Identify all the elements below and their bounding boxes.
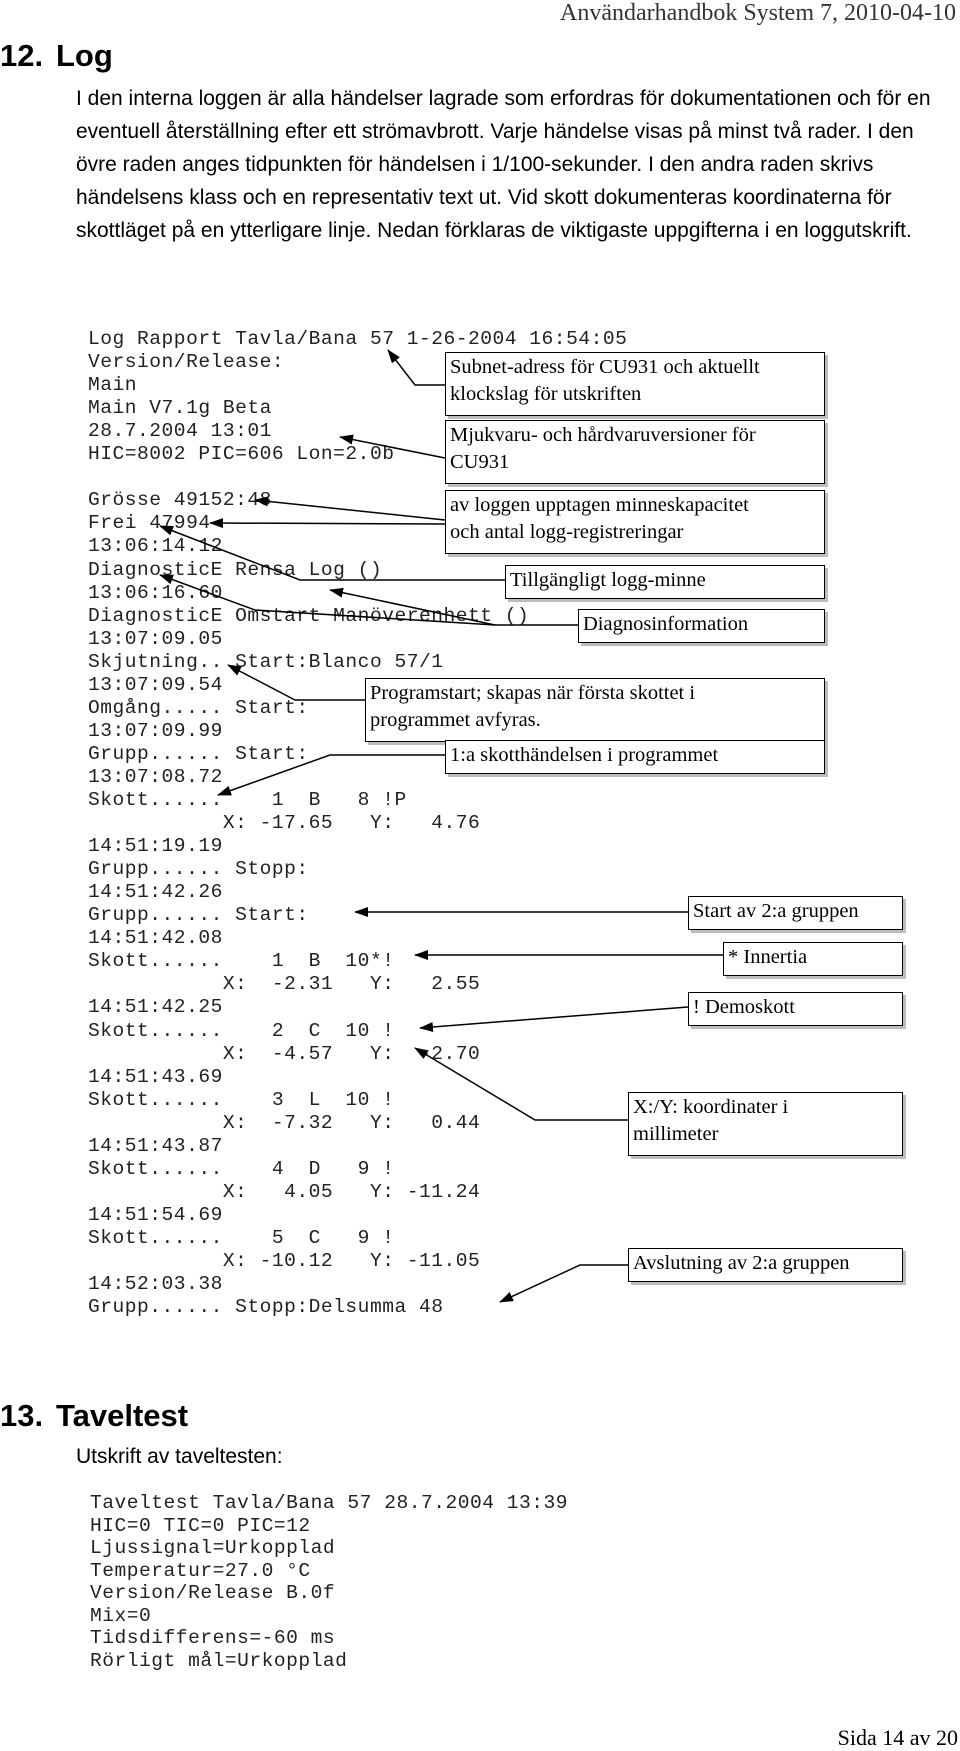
- arrow-program-start: [228, 665, 365, 700]
- page-number: Sida 14 av 20: [837, 1725, 958, 1750]
- arrow-demo: [420, 1007, 688, 1028]
- log-line: 13:06:14.12: [88, 535, 223, 558]
- section-12-paragraph: I den interna loggen är alla händelser lagrade som erfordras för dokumentationen och för en eventuell återställning efter ett strömavbrott. Varje händelse visas på minst två rader. I den övre raden anges tidpunkten för händelsen i 1/100-sekunder. I den andra raden skrivs händelsens klass och en representativ text ut. Vid skott dokumenteras koordinaterna för skottläget på en ytterligare linje. Nedan förklaras de viktigaste uppgifterna i en loggutskrift.: [76, 87, 931, 242]
- callout-diagnosis: [578, 609, 825, 643]
- log-line: Skott...... 3 L 10 !: [88, 1088, 395, 1111]
- log-line: 14:51:54.69: [88, 1203, 223, 1226]
- callout-inertia: [723, 942, 903, 976]
- callout-coords-line-2: millimeter: [633, 1123, 719, 1145]
- taveltest-line: Rörligt mål=Urkopplad: [90, 1649, 348, 1672]
- running-header: Användarhandbok System 7, 2010-04-10: [560, 0, 956, 26]
- log-line: Grupp...... Start:: [88, 904, 309, 927]
- log-line: 13:06:16.60: [88, 581, 223, 604]
- log-line: 14:52:03.38: [88, 1273, 223, 1296]
- log-line: Grupp...... Start:: [88, 742, 309, 765]
- taveltest-line: Ljussignal=Urkopplad: [90, 1537, 336, 1559]
- callout-memory-line-1: av loggen upptagen minneskapacitet: [450, 494, 749, 516]
- callout-free-memory: [505, 565, 825, 599]
- log-line: 14:51:43.87: [88, 1134, 223, 1157]
- callout-subnet-line-1: Subnet-adress för CU931 och aktuellt: [450, 356, 760, 378]
- log-line: 13:07:09.99: [88, 719, 223, 742]
- log-line: HIC=8002 PIC=606 Lon=2.0b: [88, 443, 395, 466]
- log-line: 14:51:43.69: [88, 1065, 223, 1088]
- log-line: Skott...... 1 B 10*!: [88, 950, 395, 973]
- log-line: X: -7.32 Y: 0.44: [88, 1111, 481, 1134]
- callout-diagnosis-line-1: Diagnosinformation: [583, 613, 749, 635]
- callout-coords-line-1: X:/Y: koordinater i: [633, 1096, 789, 1118]
- log-line: 14:51:42.25: [88, 996, 223, 1019]
- log-line: Frei 47994: [88, 512, 211, 535]
- log-line: 13:07:08.72: [88, 765, 223, 788]
- callout-group2-start: [688, 896, 903, 930]
- callout-memory-line-2: och antal logg-registreringar: [450, 521, 684, 543]
- callout-group2-end-line-1: Avslutning av 2:a gruppen: [633, 1252, 850, 1274]
- log-line: DiagnosticE Omstart Manöverenhett (): [88, 604, 530, 627]
- callout-first-shot-line-1: 1:a skotthändelsen i programmet: [450, 744, 719, 766]
- log-line: Main V7.1g Beta: [88, 397, 272, 420]
- log-line: 13:07:09.05: [88, 627, 223, 650]
- log-line: Skott...... 1 B 8 !P: [88, 789, 407, 811]
- taveltest-line: HIC=0 TIC=0 PIC=12: [90, 1514, 311, 1537]
- section-12-number: 12.: [0, 38, 44, 73]
- section-13-number: 13.: [0, 1398, 44, 1433]
- section-13-title: Taveltest: [56, 1398, 189, 1433]
- log-line: 28.7.2004 13:01: [88, 420, 272, 443]
- log-line: X: -2.31 Y: 2.55: [88, 973, 481, 996]
- callout-group2-end: [628, 1248, 903, 1282]
- callout-demo-line-1: ! Demoskott: [693, 996, 795, 1018]
- log-line: Main: [88, 374, 138, 397]
- log-line: Grupp...... Stopp:Delsumma 48: [88, 1296, 444, 1319]
- callout-free-memory-line-1: Tillgängligt logg-minne: [510, 569, 706, 591]
- callout-memory: [445, 490, 825, 554]
- taveltest-line: Version/Release B.0f: [90, 1582, 336, 1604]
- log-line: X: -10.12 Y: -11.05: [88, 1250, 481, 1272]
- callout-demo: [688, 992, 903, 1026]
- log-line: 14:51:42.08: [88, 927, 223, 950]
- log-line: Omgång..... Start:: [88, 696, 309, 719]
- callout-versions: [445, 420, 825, 484]
- arrow-first-shot: [218, 755, 445, 795]
- arrow-subnet: [388, 350, 445, 385]
- taveltest-line: Temperatur=27.0 °C: [90, 1559, 311, 1582]
- callout-first-shot: [445, 740, 825, 774]
- callout-program-start: [365, 678, 825, 742]
- log-line: DiagnosticE Rensa Log (): [88, 558, 383, 581]
- callout-coords: [628, 1092, 903, 1156]
- taveltest-line: Mix=0: [90, 1604, 152, 1627]
- log-line: 13:07:09.54: [88, 673, 223, 696]
- callout-program-start-line-1: Programstart; skapas när första skottet i: [370, 682, 696, 704]
- log-line: X: -17.65 Y: 4.76: [88, 812, 481, 835]
- callout-versions-line-2: CU931: [450, 451, 510, 473]
- callout-versions-line-1: Mjukvaru- och hårdvaruversioner för: [450, 424, 756, 446]
- arrow-group2-end: [500, 1265, 628, 1302]
- callout-subnet: [445, 352, 825, 416]
- callout-program-start-line-2: programmet avfyras.: [370, 709, 541, 731]
- callout-subnet-line-2: klockslag för utskriften: [450, 383, 642, 405]
- arrow-memory-count: [210, 523, 445, 524]
- log-line: Grösse 49152:48: [88, 489, 272, 512]
- log-line: Skjutning.. Start:Blanco 57/1: [88, 650, 444, 673]
- callout-group2-start-line-1: Start av 2:a gruppen: [693, 900, 859, 922]
- log-line: Version/Release:: [88, 351, 285, 374]
- log-line: X: -4.57 Y: -2.70: [88, 1042, 481, 1065]
- arrow-coords: [415, 1048, 628, 1120]
- callout-inertia-line-1: * Innertia: [728, 946, 808, 968]
- log-line: 14:51:19.19: [88, 835, 223, 858]
- section-13-intro: Utskrift av taveltesten:: [76, 1445, 283, 1468]
- taveltest-line: Taveltest Tavla/Bana 57 28.7.2004 13:39: [90, 1492, 569, 1514]
- log-line: Log Rapport Tavla/Bana 57 1-26-2004 16:54:05: [88, 328, 628, 350]
- log-line: 14:51:42.26: [88, 881, 223, 904]
- log-line: Skott...... 4 D 9 !: [88, 1157, 395, 1180]
- log-line: Grupp...... Stopp:: [88, 858, 309, 881]
- log-line: Skott...... 2 C 10 !: [88, 1019, 395, 1042]
- section-12-title: Log: [56, 38, 113, 73]
- arrow-memory-size: [255, 500, 445, 520]
- arrow-versions: [340, 437, 445, 458]
- log-line: Skott...... 5 C 9 !: [88, 1226, 395, 1249]
- log-line: X: 4.05 Y: -11.24: [88, 1180, 481, 1203]
- taveltest-line: Tidsdifferens=-60 ms: [90, 1627, 336, 1649]
